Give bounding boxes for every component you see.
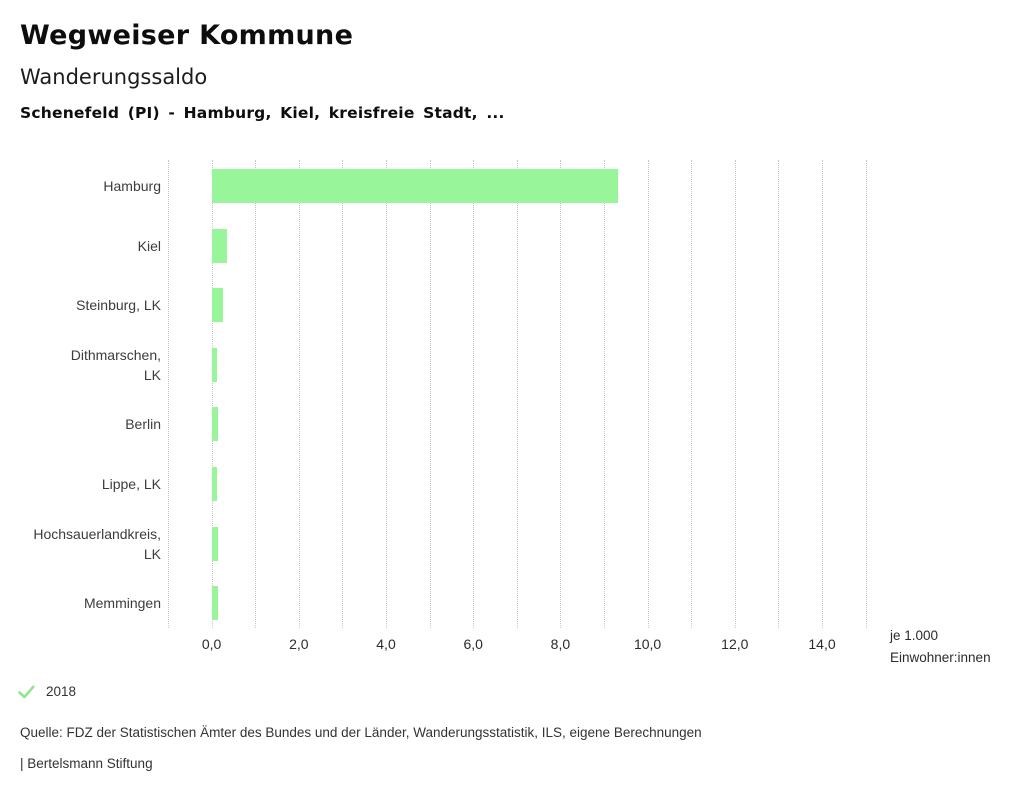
axis-unit-line1: je 1.000 (890, 628, 939, 643)
gridline (648, 160, 649, 628)
gridline (255, 160, 256, 628)
gridline (342, 160, 343, 628)
category-label-line: Hamburg (103, 178, 161, 194)
app-title: Wegweiser Kommune (20, 20, 354, 51)
category-label-line: Memmingen (83, 595, 161, 612)
gridline (473, 160, 474, 628)
category-label-line: Steinburg, LK (76, 297, 161, 314)
gridline (430, 160, 431, 628)
category-label-line: Berlin (125, 416, 161, 433)
category-label-line: Hochsauerlandkreis, (33, 525, 161, 542)
category-label (0, 414, 161, 434)
category-label (0, 593, 161, 613)
category-label (0, 176, 161, 196)
category-label (0, 524, 161, 564)
bar[interactable] (212, 229, 227, 263)
bar[interactable] (212, 348, 217, 382)
category-label-line: Lippe, LK (101, 476, 161, 492)
gridline (560, 160, 561, 628)
gridline (168, 160, 169, 628)
source-line: Quelle: FDZ der Statistischen Ämter des Bundes und der Länder, Wanderungsstatistik, ILS, eigene Berechnungen (20, 725, 702, 740)
category-label (0, 345, 161, 385)
x-tick-label: 8,0 (550, 636, 571, 652)
x-tick-label: 0,0 (201, 636, 222, 652)
axis-unit-label (890, 625, 991, 668)
gridline (517, 160, 518, 628)
category-label (0, 295, 161, 315)
bar[interactable] (212, 407, 218, 441)
gridline (299, 160, 300, 628)
legend-item-2018[interactable] (18, 684, 76, 699)
gridline (604, 160, 605, 628)
bar[interactable] (212, 467, 217, 501)
category-label-line: LK (143, 545, 161, 562)
x-tick-label: 14,0 (808, 636, 836, 652)
x-tick-label: 2,0 (289, 636, 309, 652)
axis-unit-line2: Einwohner:innen (890, 649, 991, 665)
legend-year-label: 2018 (46, 684, 77, 699)
gridline (386, 160, 387, 628)
bar[interactable] (212, 586, 218, 620)
category-label-line: LK (143, 366, 161, 383)
chart-title: Wanderungssaldo (20, 65, 208, 89)
gridline (778, 160, 779, 628)
bar[interactable] (212, 288, 223, 322)
x-tick-label: 4,0 (376, 636, 396, 652)
gridline (691, 160, 692, 628)
gridline (866, 160, 867, 628)
x-tick-label: 12,0 (721, 636, 749, 652)
bar[interactable] (212, 169, 618, 203)
category-label (0, 474, 161, 494)
gridline (822, 160, 823, 628)
x-tick-label: 6,0 (463, 636, 483, 652)
category-label-line: Dithmarschen, (70, 346, 161, 363)
chart-subtitle: Schenefeld (PI) - Hamburg, Kiel, kreisfreie Stadt, ... (20, 104, 505, 122)
check-icon (18, 685, 35, 699)
bar[interactable] (212, 527, 218, 561)
category-label-line: Kiel (137, 237, 161, 254)
gridline (735, 160, 736, 628)
category-label (0, 236, 161, 256)
attribution-line: | Bertelsmann Stiftung (20, 756, 153, 771)
x-tick-label: 10,0 (633, 636, 662, 652)
